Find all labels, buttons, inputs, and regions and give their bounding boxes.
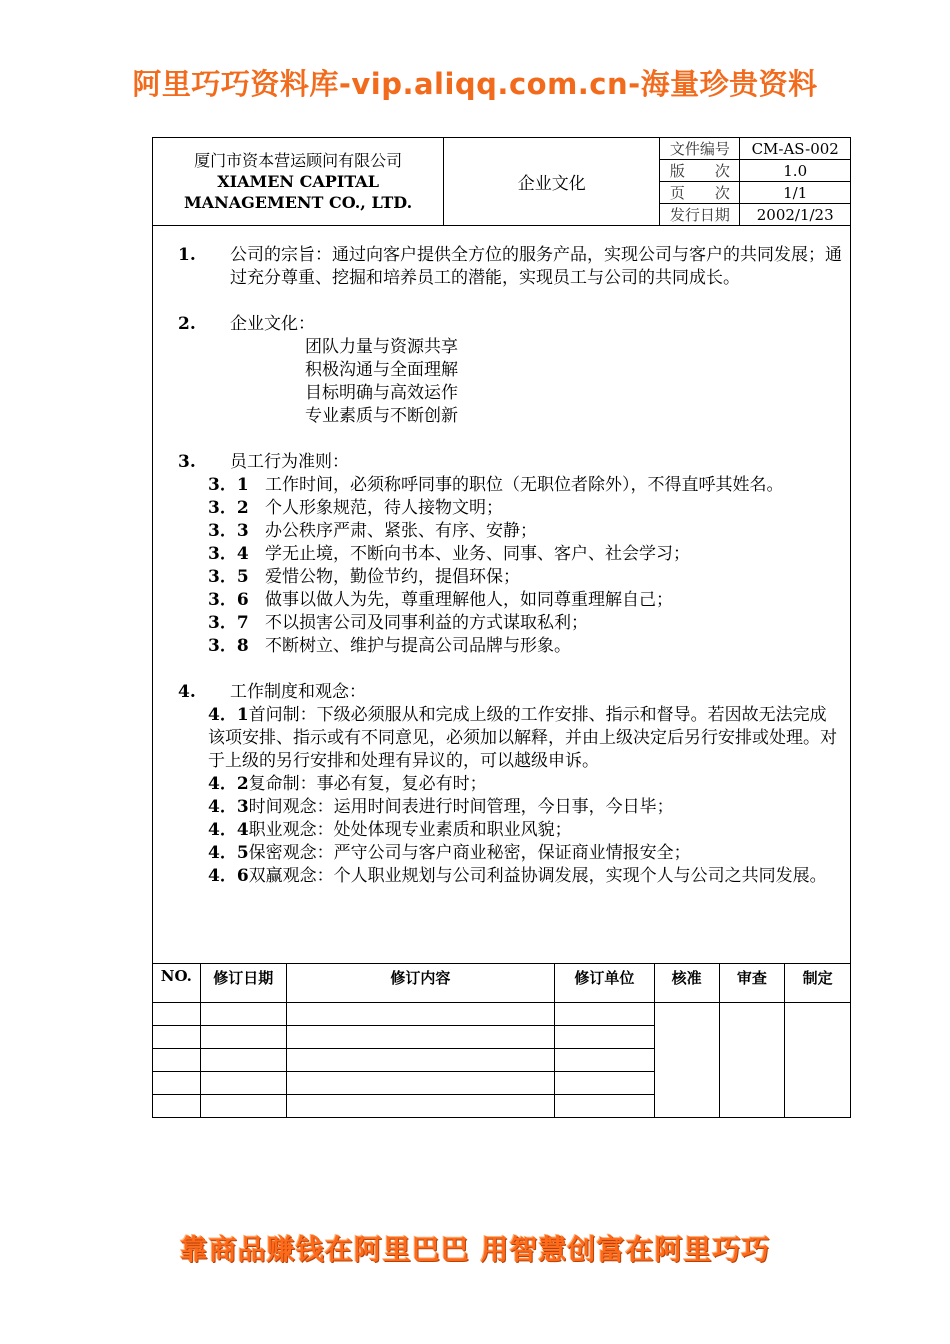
section-number: 1. [178,245,196,265]
col-review: 审查 [719,964,785,1003]
table-row [153,1003,851,1026]
section-title: 企业文化： [230,314,315,334]
col-approve: 核准 [654,964,719,1003]
section-title: 工作制度和观念： [230,682,366,702]
col-revision-content: 修订内容 [286,964,554,1003]
rule-item: 3．3 办公秩序严肃、紧张、有序、安静； [208,521,537,541]
section-title: 员工行为准则： [230,452,349,472]
section-3 [178,451,842,474]
approve-cell [654,1003,719,1118]
section-number: 2. [178,314,196,334]
policy-item: 4．4职业观念：处处体现专业素质和职业风貌； [208,820,572,840]
company-name-cn: 厦门市资本营运顾问有限公司 [194,151,403,170]
meta-value-doc-number: CM-AS-002 [740,138,851,160]
company-name-en-line2: MANAGEMENT CO., LTD. [183,193,413,212]
company-name-en-line1: XIAMEN CAPITAL [217,172,379,191]
policy-item: 4．2复命制：事必有复，复必有时； [208,774,487,794]
bottom-banner: 靠商品赚钱在阿里巴巴 用智慧创富在阿里巧巧 [179,1233,771,1266]
section-2 [178,313,842,336]
company-name-cell [153,138,444,226]
meta-label-page: 页 次 [660,182,740,204]
document-body [178,244,842,888]
col-no: NO. [153,964,201,1003]
culture-item: 积极沟通与全面理解 [305,360,458,380]
rule-item: 3．8 不断树立、维护与提高公司品牌与形象。 [208,636,571,656]
section-number: 3. [178,452,196,472]
section-text: 公司的宗旨：通过向客户提供全方位的服务产品，实现公司与客户的共同发展；通过充分尊重、挖掘和培养员工的潜能，实现员工与公司的共同成长。 [230,245,842,288]
meta-label-version: 版 次 [660,160,740,182]
culture-item: 团队力量与资源共享 [305,337,458,357]
policy-item: 4．1首问制：下级必须服从和完成上级的工作安排、指示和督导。若因故无法完成该项安排、指示或有不同意见，必须加以解释，并由上级决定后另行安排或处理。对于上级的另行安排和处理有异议的，可以越级申诉。 [208,705,837,771]
col-revision-unit: 修订单位 [555,964,655,1003]
rule-item: 3．2 个人形象规范，待人接物文明； [208,498,503,518]
policy-item: 4．5保密观念：严守公司与客户商业秘密，保证商业情报安全； [208,843,691,863]
rule-item: 3．5 爱惜公物，勤俭节约，提倡环保； [208,567,520,587]
meta-value-page: 1/1 [740,182,851,204]
meta-label-doc-number: 文件编号 [660,138,740,160]
policy-item: 4．3时间观念：运用时间表进行时间管理，今日事，今日毕； [208,797,674,817]
culture-item: 专业素质与不断创新 [305,406,458,426]
rule-item: 3．6 做事以做人为先，尊重理解他人，如同尊重理解自己； [208,590,673,610]
section-number: 4. [178,682,196,702]
document-header-table [152,137,851,226]
prepare-cell [785,1003,851,1118]
section-4 [178,681,842,704]
meta-label-issue-date: 发行日期 [660,204,740,226]
revision-table [152,963,851,1118]
document-title: 企业文化 [444,138,660,226]
policy-item: 4．6双赢观念：个人职业规划与公司利益协调发展，实现个人与公司之共同发展。 [208,866,827,886]
culture-list [178,336,842,428]
revision-header-row [153,964,851,1003]
meta-value-issue-date: 2002/1/23 [740,204,851,226]
review-cell [719,1003,785,1118]
rule-item: 3．1 工作时间，必须称呼同事的职位（无职位者除外），不得直呼其姓名。 [208,475,784,495]
meta-value-version: 1.0 [740,160,851,182]
rule-item: 3．4 学无止境，不断向书本、业务、同事、客户、社会学习； [208,544,690,564]
top-banner: 阿里巧巧资料库-vip.aliqq.com.cn-海量珍贵资料 [132,67,818,101]
col-prepare: 制定 [785,964,851,1003]
col-revision-date: 修订日期 [200,964,286,1003]
culture-item: 目标明确与高效运作 [305,383,458,403]
section-1 [178,244,842,290]
rule-item: 3．7 不以损害公司及同事利益的方式谋取私利； [208,613,588,633]
